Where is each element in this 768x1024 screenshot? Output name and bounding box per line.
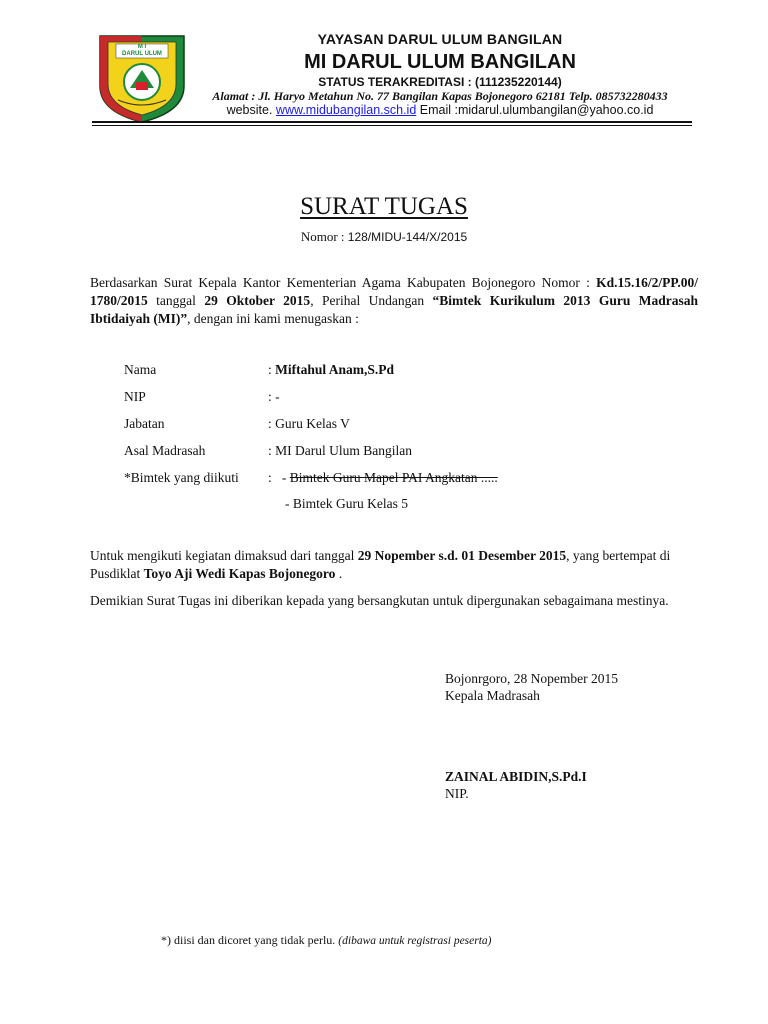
- nama-label: Nama: [124, 362, 157, 377]
- intro-text-3: , Perihal Undangan: [310, 293, 433, 308]
- intro-date: 29 Oktober 2015: [204, 293, 311, 308]
- signature-place-date: Bojonrgoro, 28 Nopember 2015: [445, 671, 618, 686]
- signatory-nip: NIP.: [445, 786, 469, 801]
- logo-text-name: DARUL ULUM: [122, 51, 162, 57]
- activity-text-1: Untuk mengikuti kegiatan dimaksud dari tanggal: [90, 548, 358, 563]
- logo-text-top: M I: [137, 44, 147, 50]
- document-title: SURAT TUGAS: [300, 193, 468, 220]
- email-text: Email :midarul.ulumbangilan@yahoo.co.id: [419, 103, 654, 117]
- footnote-italic: (dibawa untuk registrasi peserta): [338, 935, 492, 947]
- bimtek-label: *Bimtek yang diikuti: [124, 470, 239, 485]
- jabatan-label: Jabatan: [124, 416, 165, 431]
- signature-position: Kepala Madrasah: [445, 688, 540, 703]
- colon: :: [268, 443, 272, 458]
- asal-label: Asal Madrasah: [124, 443, 206, 458]
- activity-text-2: , yang bertempat di Pusdiklat: [90, 548, 671, 581]
- nama-value: Miftahul Anam,S.Pd: [275, 362, 395, 377]
- bimtek-dash: -: [281, 470, 287, 485]
- colon: :: [268, 389, 272, 404]
- intro-ref-number: Kd.15.16/2/PP.00/ 1780/2015: [90, 275, 698, 308]
- activity-text-3: .: [335, 566, 343, 581]
- nomor-label: Nomor :: [300, 229, 345, 244]
- accreditation-status: STATUS TERAKREDITASI : (111235220144): [318, 75, 562, 89]
- intro-paragraph: [90, 274, 698, 328]
- colon: :: [268, 362, 272, 377]
- colon: :: [268, 416, 272, 431]
- letterhead-rule-thin: [92, 125, 692, 126]
- nip-label: NIP: [124, 389, 146, 404]
- nama-field: [268, 362, 394, 378]
- school-logo: [94, 28, 190, 124]
- letterhead-rule-thick: [92, 121, 692, 123]
- asal-value: MI Darul Ulum Bangilan: [275, 443, 412, 458]
- contact-line: [190, 103, 690, 117]
- activity-dates: 29 Nopember s.d. 01 Desember 2015: [357, 548, 567, 563]
- asal-field: [268, 443, 412, 459]
- intro-text-2: tanggal: [147, 293, 205, 308]
- jabatan-value: Guru Kelas V: [275, 416, 350, 431]
- nip-field: [268, 389, 280, 405]
- bimtek-field: [268, 470, 498, 486]
- footnote-text: *) diisi dan dicoret yang tidak perlu.: [161, 933, 336, 947]
- intro-event: “Bimtek Kurikulum 2013 Guru Madrasah Ibtidaiyah (MI)”: [90, 293, 698, 326]
- footnote: [161, 933, 492, 948]
- intro-text-4: , dengan ini kami menugaskan :: [187, 311, 359, 326]
- bimtek-option-struck: Bimtek Guru Mapel PAI Angkatan .....: [289, 470, 498, 485]
- nomor-value: 128/MIDU-144/X/2015: [347, 230, 468, 244]
- website-label: website.: [226, 103, 273, 117]
- activity-paragraph: [90, 547, 702, 583]
- colon: :: [268, 470, 272, 485]
- school-address: Alamat : Jl. Haryo Metahun No. 77 Bangilan Kapas Bojonegoro 62181 Telp. 085732280433: [212, 89, 668, 103]
- bimtek-option-2: - Bimtek Guru Kelas 5: [285, 496, 408, 511]
- jabatan-field: [268, 416, 350, 432]
- intro-text-1: Berdasarkan Surat Kepala Kantor Kementerian Agama Kabupaten Bojonegoro Nomor :: [90, 275, 597, 290]
- foundation-name: YAYASAN DARUL ULUM BANGILAN: [317, 31, 563, 47]
- website-link[interactable]: www.midubangilan.sch.id: [275, 103, 417, 117]
- document-number: [0, 229, 768, 245]
- signatory-name: ZAINAL ABIDIN,S.Pd.I: [445, 769, 587, 784]
- activity-venue: Toyo Aji Wedi Kapas Bojonegoro: [143, 566, 336, 581]
- school-name: MI DARUL ULUM BANGILAN: [304, 51, 576, 73]
- nip-value: -: [275, 389, 280, 404]
- closing-paragraph: Demikian Surat Tugas ini diberikan kepada yang bersangkutan untuk dipergunakan sebagaimana mestinya.: [90, 593, 669, 608]
